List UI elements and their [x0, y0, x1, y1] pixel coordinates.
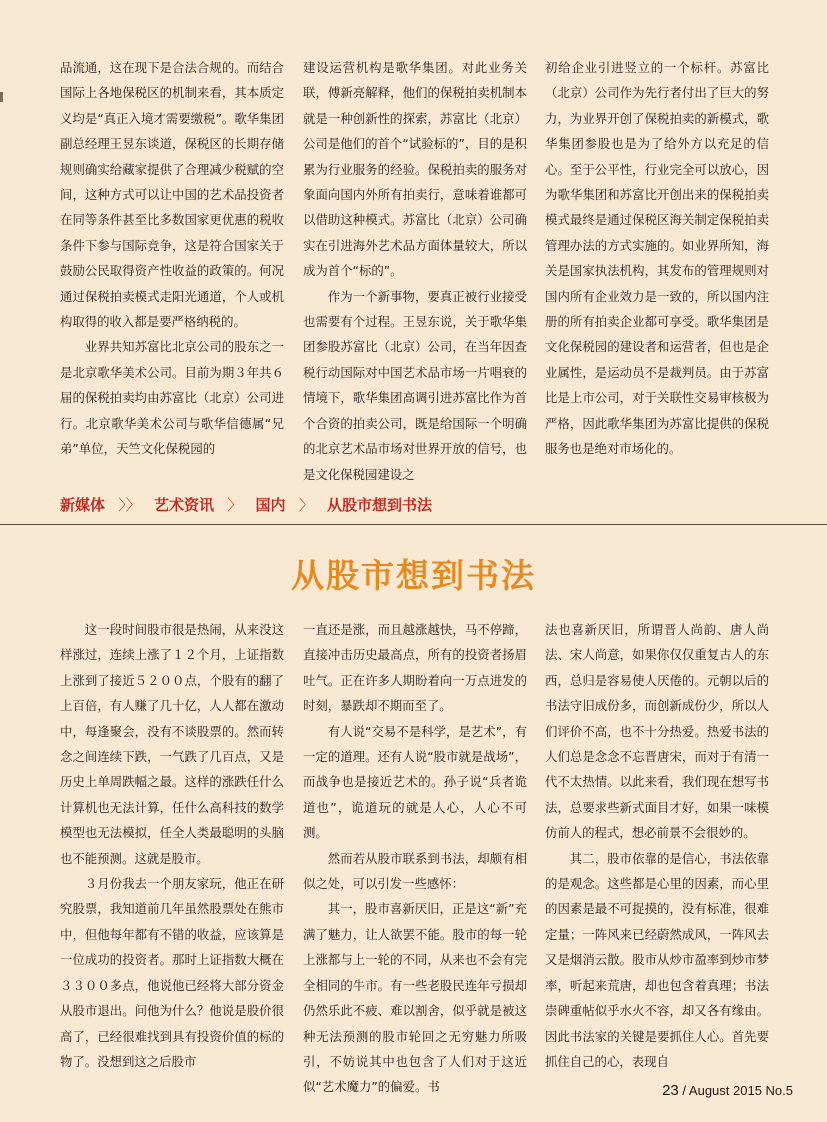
paragraph: 法也喜新厌旧，所谓晋人尚韵、唐人尚法、宋人尚意，如果你仅仅重复古人的东西，总归是容易使人厌倦的。元朝以后的书法守旧成份多，而创新成份少，所以人们评价不高，也不十分热爱。热爱书法的人们总是念念不忘晋唐宋，而对于有清一代不太热情。以此来看，我们现在想写书法，总要求些新式面目才好，如果一味模仿前人的程式，想必前景不会很妙的。 — [545, 622, 769, 841]
page-number: 23 — [662, 1082, 679, 1099]
page-footer — [662, 1082, 793, 1099]
paragraph: 然而若从股市联系到书法，却颇有相似之处，可以引发一些感怀： — [303, 850, 527, 892]
paragraph: 其一，股市喜新厌旧，正是这“新”充满了魅力，让人欲罢不能。股市的每一轮上涨都与上一轮的不同，从来也不会有完全相同的牛市。有一些老股民连年亏损却仍然乐此不疲、难以割舍，似乎就是被这种无法预测的股市轮回之无穷魅力所吸引，不妨说其中也包含了人们对于这近似“艺术魔力”的偏爱。书 — [303, 901, 527, 1095]
paragraph: 品流通，这在现下是合法合规的。而结合国际上各地保税区的机制来看，其本质定义均是“真正入境才需要缴税”。歌华集团副总经理王昱东谈道，保税区的长期存储规则确实给藏家提供了合理减少税赋的空间，这种方式可以让中国的艺术品投资者在同等条件甚至比多数国家更优惠的税收条件下参与国际竞争，这是符合国家关于鼓励公民取得资产性收益的政策的。何况通过保税拍卖模式走阳光通道，个人或机构取得的收入都是要严格纳税的。 — [60, 60, 284, 330]
breadcrumb-item-new-media[interactable]: 新媒体 — [60, 496, 106, 514]
paragraph: 作为一个新事物，要真正被行业接受也需要有个过程。王昱东说，关于歌华集团参股苏富比（北京）公司，在当年因查税行动国际对中国艺术品市场一片唱衰的情境下，歌华集团高调引进苏富比作为首个合资的拍卖公司，既是给国际一个明确的北京艺术品市场对世界开放的信号，也是文化保税园建设之 — [303, 288, 527, 482]
article-title: 从股市想到书法 — [291, 556, 536, 595]
top-column-1 — [60, 55, 284, 462]
paragraph: 其二，股市依靠的是信心，书法依靠的是观念。这些都是心里的因素，而心里的因素是最不可捉摸的，没有标准，很难定量；一阵风来已经蔚然成风，一阵风去又是烟消云散。股市从炒市盈率到炒市梦率，听起来荒唐，却也包含着真理；书法崇碑重帖似乎水火不容，却又各有缘由。因此书法家的关键是要抓住人心。首先要抓住自己的心，表现自 — [545, 850, 769, 1069]
paragraph: 一直还是涨，而且越涨越快，马不停蹄，直接冲击历史最高点，所有的投资者扬眉吐气。正在许多人期盼着向一万点进发的时刻，暴跌却不期而至了。 — [303, 622, 527, 714]
top-column-3 — [545, 55, 769, 462]
footer-separator: / — [682, 1083, 687, 1098]
article-column-1 — [60, 617, 284, 1074]
breadcrumb-item-art-news[interactable]: 艺术资讯 — [154, 496, 215, 514]
issue-label: August 2015 No.5 — [688, 1083, 793, 1098]
breadcrumb-separator: 〉〉 — [118, 496, 141, 514]
article-column-3 — [545, 617, 769, 1074]
page-edge-mark — [0, 92, 3, 102]
paragraph: 这一段时间股市很是热闹，从来没这样涨过，连续上涨了１２个月，上证指数上涨到了接近５２００点，个股有的翻了上百倍，有人赚了几十亿，人人都在激动中，每逢聚会，没有不谈股票的。然而转念之间连续下跌，一气跌了几百点，又是历史上单周跌幅之最。这样的涨跌任什么计算机也无法计算，任什么高科技的数学模型也无法模拟，任全人类最聪明的头脑也不能预测。这就是股市。 — [60, 622, 284, 866]
paragraph: 有人说“交易不是科学，是艺术”，有一定的道理。还有人说“股市就是战场”，而战争也是接近艺术的。孙子说“兵者诡道也”，诡道玩的就是人心，人心不可测。 — [303, 723, 527, 841]
top-column-2 — [303, 55, 527, 487]
paragraph: 初给企业引进竖立的一个标杆。苏富比（北京）公司作为先行者付出了巨大的努力，为业界开创了保税拍卖的新模式，歌华集团参股也是为了给外方以充足的信心。至于公平性，行业完全可以放心，因为歌华集团和苏富比开创出来的保税拍卖模式最终是通过保税区海关制定保税拍卖管理办法的方式实施的。如业界所知，海关是国家执法机构，其发布的管理规则对国内所有企业效力是一致的，所以国内注册的所有拍卖企业都可享受。歌华集团是文化保税园的建设者和运营者，但也是企业属性，是运动员不是裁判员。由于苏富比是上市公司，对于关联性交易审核极为严格，因此歌华集团为苏富比提供的保税服务也是绝对市场化的。 — [545, 60, 769, 457]
paragraph: 业界共知苏富比北京公司的股东之一是北京歌华美术公司。目前为期３年共６届的保税拍卖均由苏富比（北京）公司进行。北京歌华美术公司与歌华信德属“兄弟”单位，天竺文化保税园的 — [60, 339, 284, 457]
breadcrumb-separator: 〉 — [298, 496, 314, 514]
section-divider — [0, 524, 827, 525]
article-column-2 — [303, 617, 527, 1100]
breadcrumb-item-domestic[interactable]: 国内 — [255, 496, 286, 514]
breadcrumb — [60, 494, 432, 515]
breadcrumb-current: 从股市想到书法 — [327, 496, 433, 514]
paragraph: ３月份我去一个朋友家玩，他正在研究股票，我知道前几年虽然股票处在熊市中，但他每年都有不错的收益，应该算是一位成功的投资者。那时上证指数大概在３３００多点，他说他已经将大部分资金从股市退出。问他为什么？他说是股价很高了，已经很难找到具有投资价值的标的物了。没想到这之后股市 — [60, 876, 284, 1069]
breadcrumb-separator: 〉 — [227, 496, 243, 514]
paragraph: 建设运营机构是歌华集团。对此业务关联，傅新亮解释，他们的保税拍卖机制本就是一种创新性的探索，苏富比（北京）公司是他们的首个“试验标的”，目的是积累为行业服务的经验。保税拍卖的服务对象面向国内外所有拍卖行，意味着谁都可以借助这种模式。苏富比（北京）公司确实在引进海外艺术品方面体量较大，所以成为首个“标的”。 — [303, 60, 527, 279]
